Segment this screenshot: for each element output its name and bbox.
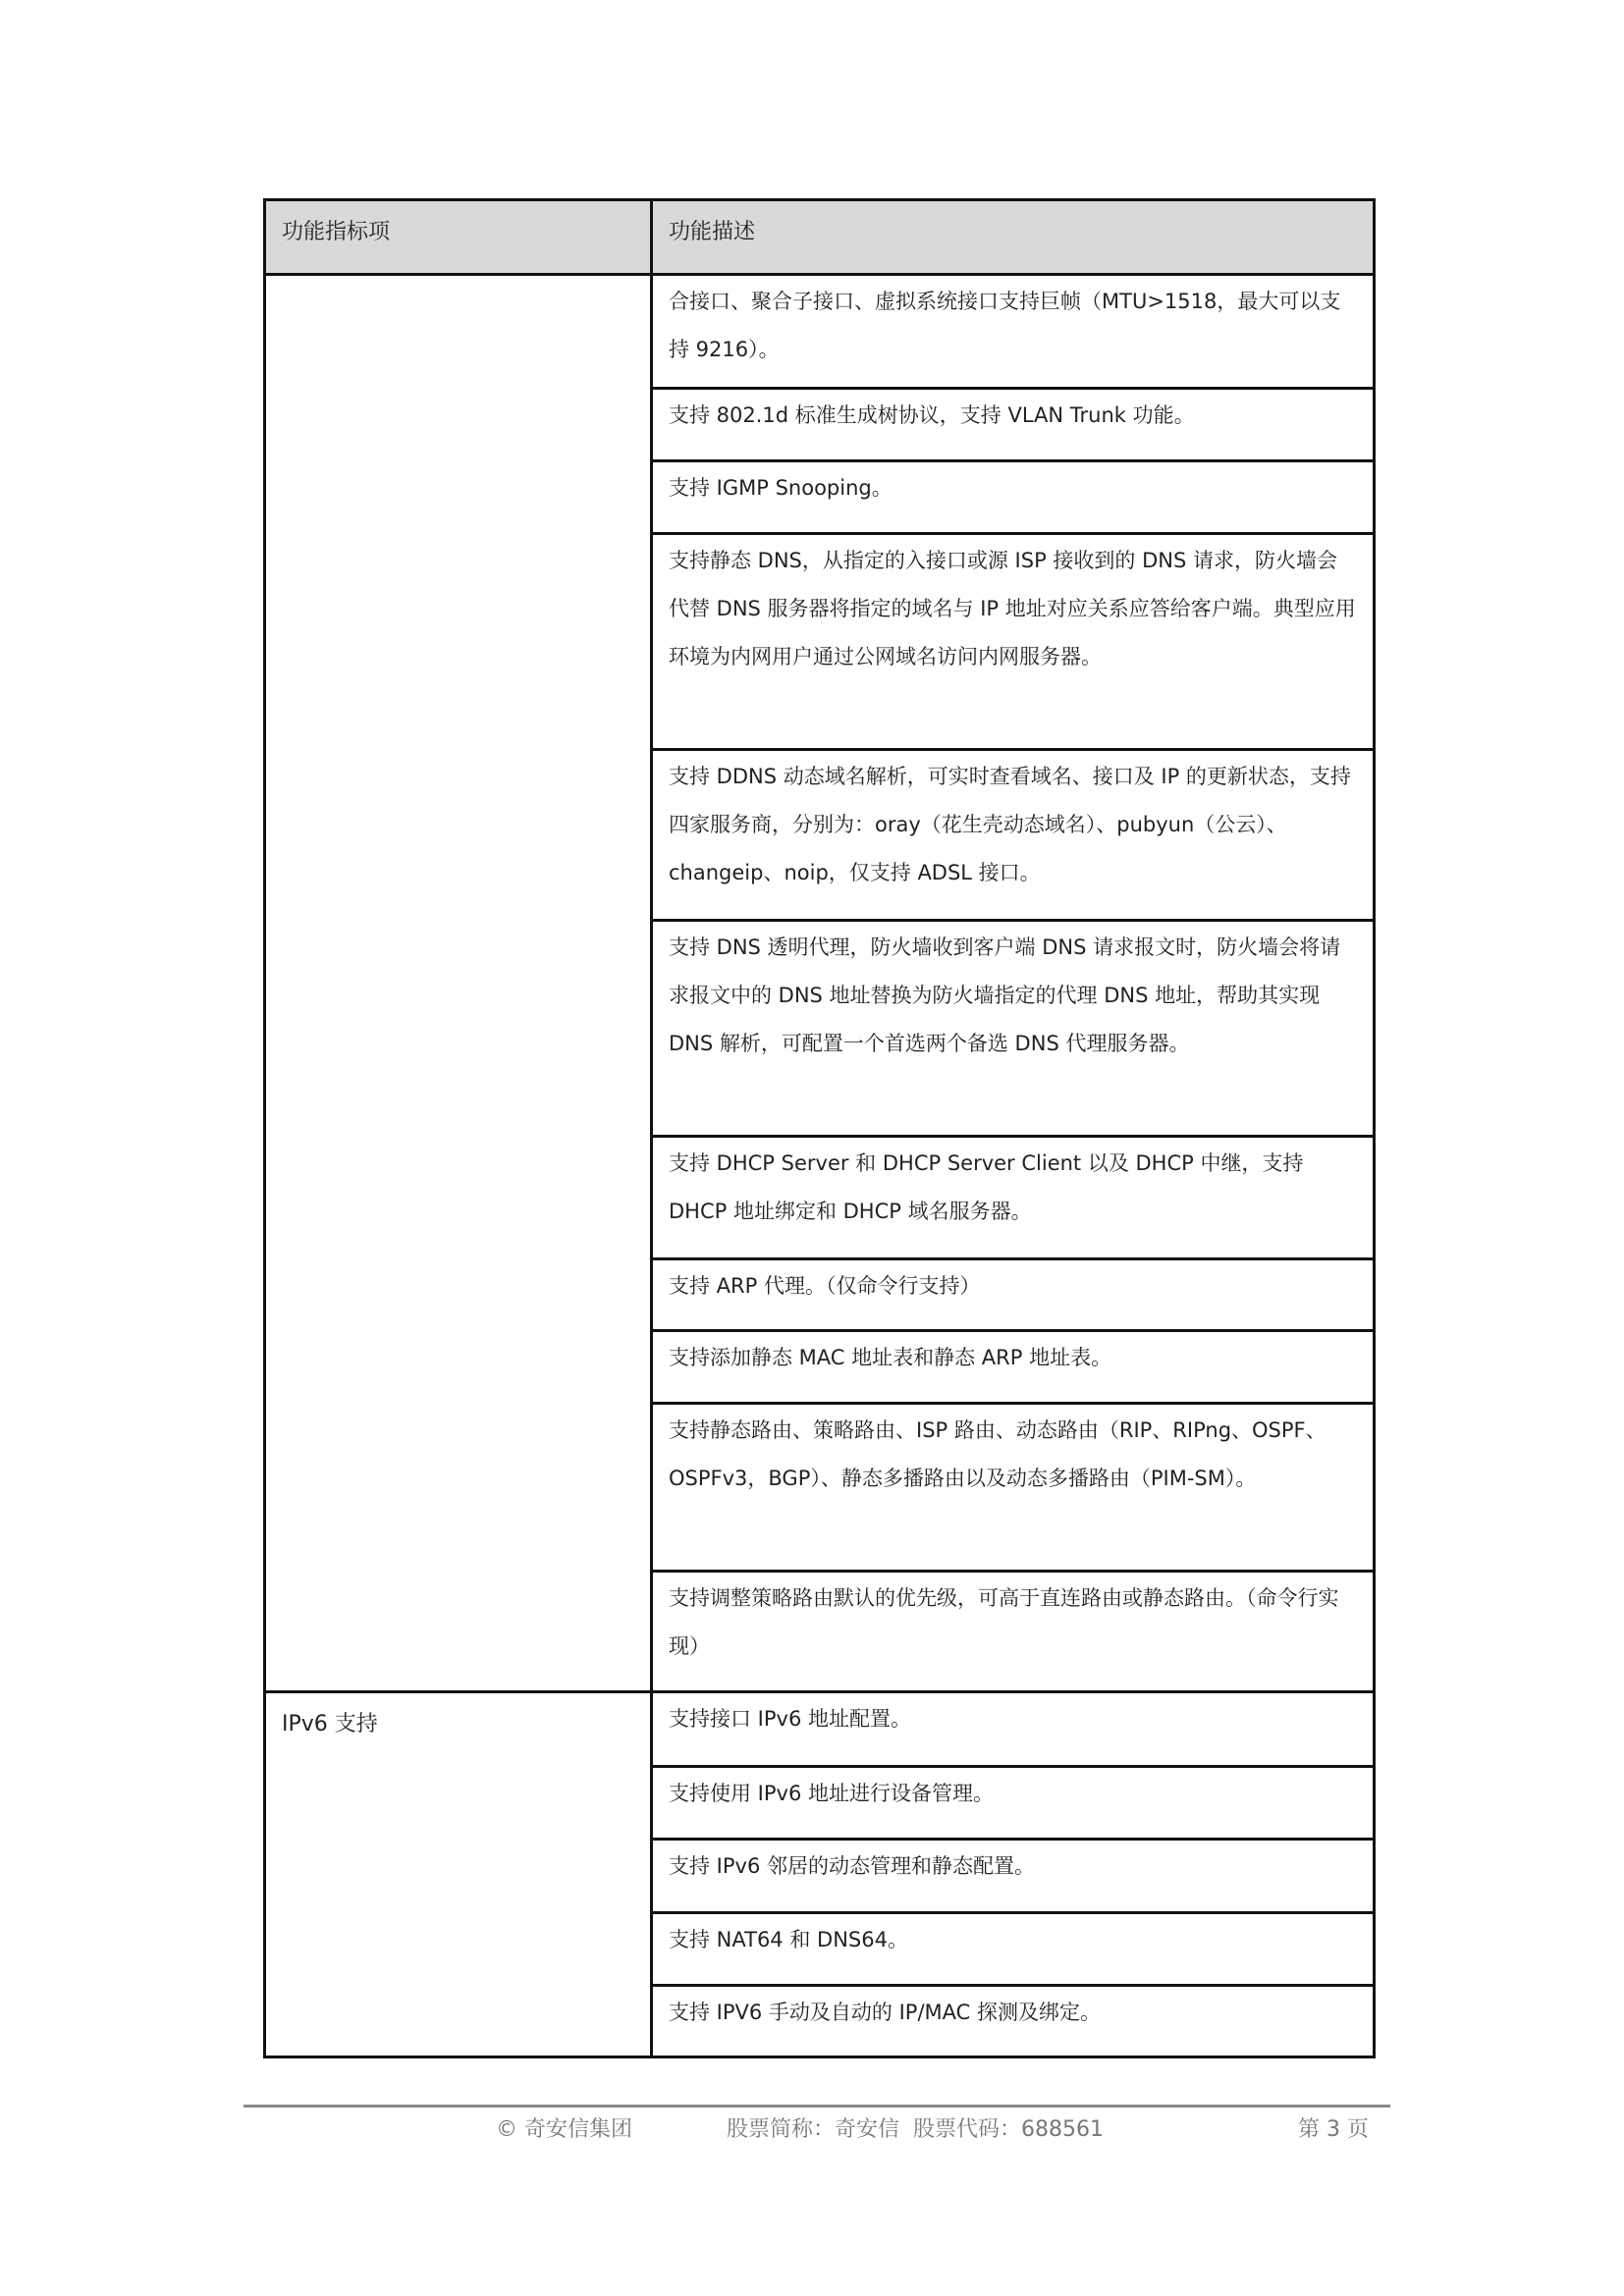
feature-table [263, 198, 1376, 2058]
table-group-network [266, 276, 1373, 1690]
header-feature-description: 功能描述 [669, 220, 756, 244]
footer-stock-info: 股票简称：奇安信 股票代码：688561 [727, 2117, 1104, 2142]
header-feature-item: 功能指标项 [266, 201, 653, 273]
footer-copyright: © 奇安信集团 [496, 2117, 632, 2142]
footer-divider [244, 2105, 1390, 2108]
table-cell: 支持静态 DNS，从指定的入接口或源 ISP 接收到的 DNS 请求，防火墙会代替 DNS 服务器将指定的域名与 IP 地址对应关系应答给客户端。典型应用环境为内网用户通过公网域名访问内网服务器。 [653, 532, 1373, 748]
group-label: IPv6 支持 [266, 1693, 653, 2056]
table-cell: 支持静态路由、策略路由、ISP 路由、动态路由（RIP、RIPng、OSPF、OSPFv3，BGP）、静态多播路由以及动态多播路由（PIM-SM）。 [653, 1402, 1373, 1570]
table-cell: 支持添加静态 MAC 地址表和静态 ARP 地址表。 [653, 1329, 1373, 1402]
table-group-ipv6 [266, 1690, 1373, 2056]
table-header [266, 201, 1373, 276]
table-cell: 支持 DNS 透明代理，防火墙收到客户端 DNS 请求报文时，防火墙会将请求报文中的 DNS 地址替换为防火墙指定的代理 DNS 地址，帮助其实现 DNS 解析，可配置一个首选两个备选 DNS 代理服务器。 [653, 919, 1373, 1135]
table-cell: 合接口、聚合子接口、虚拟系统接口支持巨帧（MTU>1518，最大可以支持 9216）。 [669, 290, 1341, 361]
table-cell: 支持 802.1d 标准生成树协议，支持 VLAN Trunk 功能。 [653, 387, 1373, 459]
group-label [266, 276, 653, 1690]
table-cell: 支持调整策略路由默认的优先级，可高于直连路由或静态路由。（命令行实现） [653, 1570, 1373, 1690]
table-cell: 支持 ARP 代理。（仅命令行支持） [653, 1257, 1373, 1329]
table-cell: 支持 IGMP Snooping。 [653, 459, 1373, 532]
table-cell: 支持 DHCP Server 和 DHCP Server Client 以及 DHCP 中继，支持 DHCP 地址绑定和 DHCP 域名服务器。 [653, 1135, 1373, 1257]
footer-page-number: 第 3 页 [1298, 2117, 1369, 2142]
table-cell: 支持 IPV6 手动及自动的 IP/MAC 探测及绑定。 [653, 1984, 1373, 2056]
table-cell: 支持 IPv6 邻居的动态管理和静态配置。 [653, 1838, 1373, 1911]
table-cell: 支持使用 IPv6 地址进行设备管理。 [653, 1765, 1373, 1838]
table-cell: 支持接口 IPv6 地址配置。 [669, 1707, 911, 1731]
table-cell: 支持 DDNS 动态域名解析，可实时查看域名、接口及 IP 的更新状态，支持四家服务商，分别为：oray（花生壳动态域名）、pubyun（公云）、changeip、noip，仅支持 ADSL 接口。 [653, 748, 1373, 919]
table-cell: 支持 NAT64 和 DNS64。 [653, 1911, 1373, 1984]
